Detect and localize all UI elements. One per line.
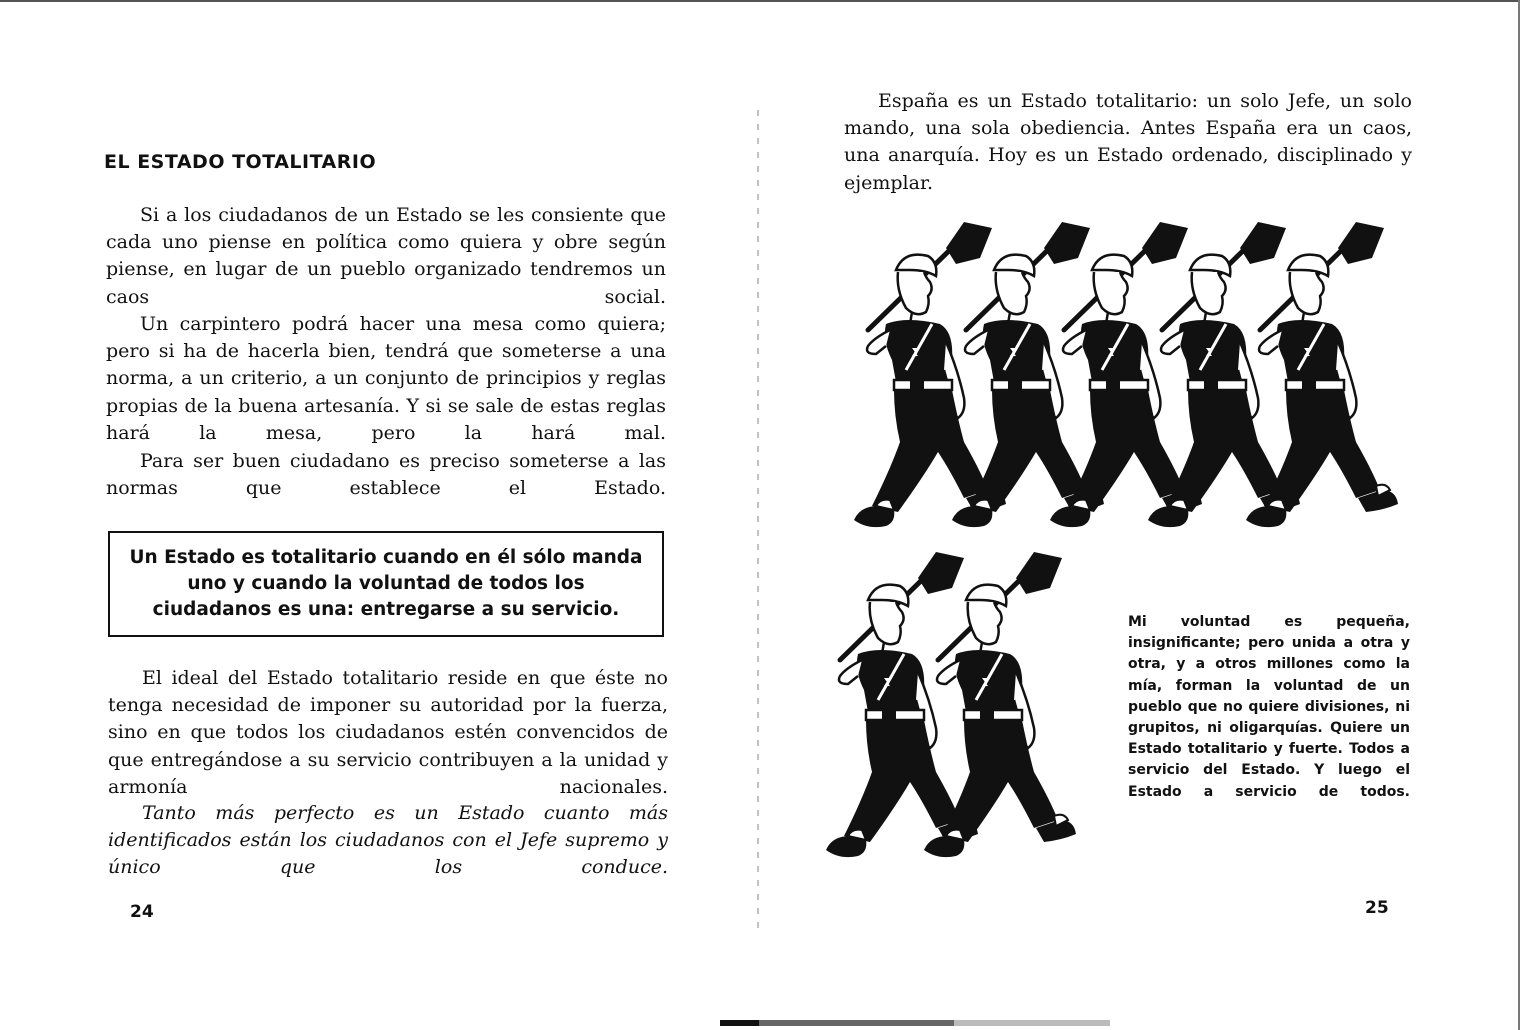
boxed-definition xyxy=(108,531,664,637)
intro-paragraph: España es un Estado totalitario: un solo Jefe, un solo mando, una sola obediencia. Antes España era un caos, una anarquía. Hoy es un Estado ordenado, disciplinado y ejemplar. xyxy=(844,90,1412,194)
paragraph-1: Si a los ciudadanos de un Estado se les consiente que cada uno piense en política como quiera y obre según piense, en lugar de un pueblo organizado tendremos un caos social. xyxy=(106,204,666,308)
italic-paragraph: Tanto más perfecto es un Estado cuanto más identificados están los ciudadanos con el Jefe supremo y único que los conduce. xyxy=(108,802,668,879)
book-gutter xyxy=(757,110,759,930)
paragraph-4: El ideal del Estado totalitario reside en que éste no tenga necesidad de imponer su autoridad por la fuerza, sino en que todos los ciudadanos estén convencidos de que entregándose a su servicio contribuyen a la unidad y armonía nacionales. xyxy=(108,667,668,798)
illustration-caption: Mi voluntad es pequeña, insignificante; pero unida a otra y otra, y a otros millones como la mía, forman la voluntad de un pueblo que no quiere divisiones, ni grupitos, ni oligarquías. Quiere un Estado totalitario y fuerte. Todos a servicio del Estado. Y luego el Estado a servicio de todos. xyxy=(1128,614,1410,800)
scan-edge-artifact xyxy=(720,1020,1110,1026)
paragraph-3: Para ser buen ciudadano es preciso someterse a las normas que establece el Estado. xyxy=(106,450,666,500)
paragraph-2: Un carpintero podrá hacer una mesa como quiera; pero si ha de hacerla bien, tendrá que someterse a una norma, a un criterio, a un conjunto de principios y reglas propias de la buena artesanía. Y si se sale de estas reglas hará la mesa, pero la hará mal. xyxy=(106,313,666,444)
section-heading: EL ESTADO TOTALITARIO xyxy=(104,151,377,173)
page-number-left: 24 xyxy=(130,902,154,922)
boxed-definition-text: Un Estado es totalitario cuando en él sólo manda uno y cuando la voluntad de todos los ciudadanos es una: entregarse a su servicio. xyxy=(129,547,643,620)
left-page xyxy=(0,0,740,1030)
page-number-right: 25 xyxy=(1365,898,1389,918)
